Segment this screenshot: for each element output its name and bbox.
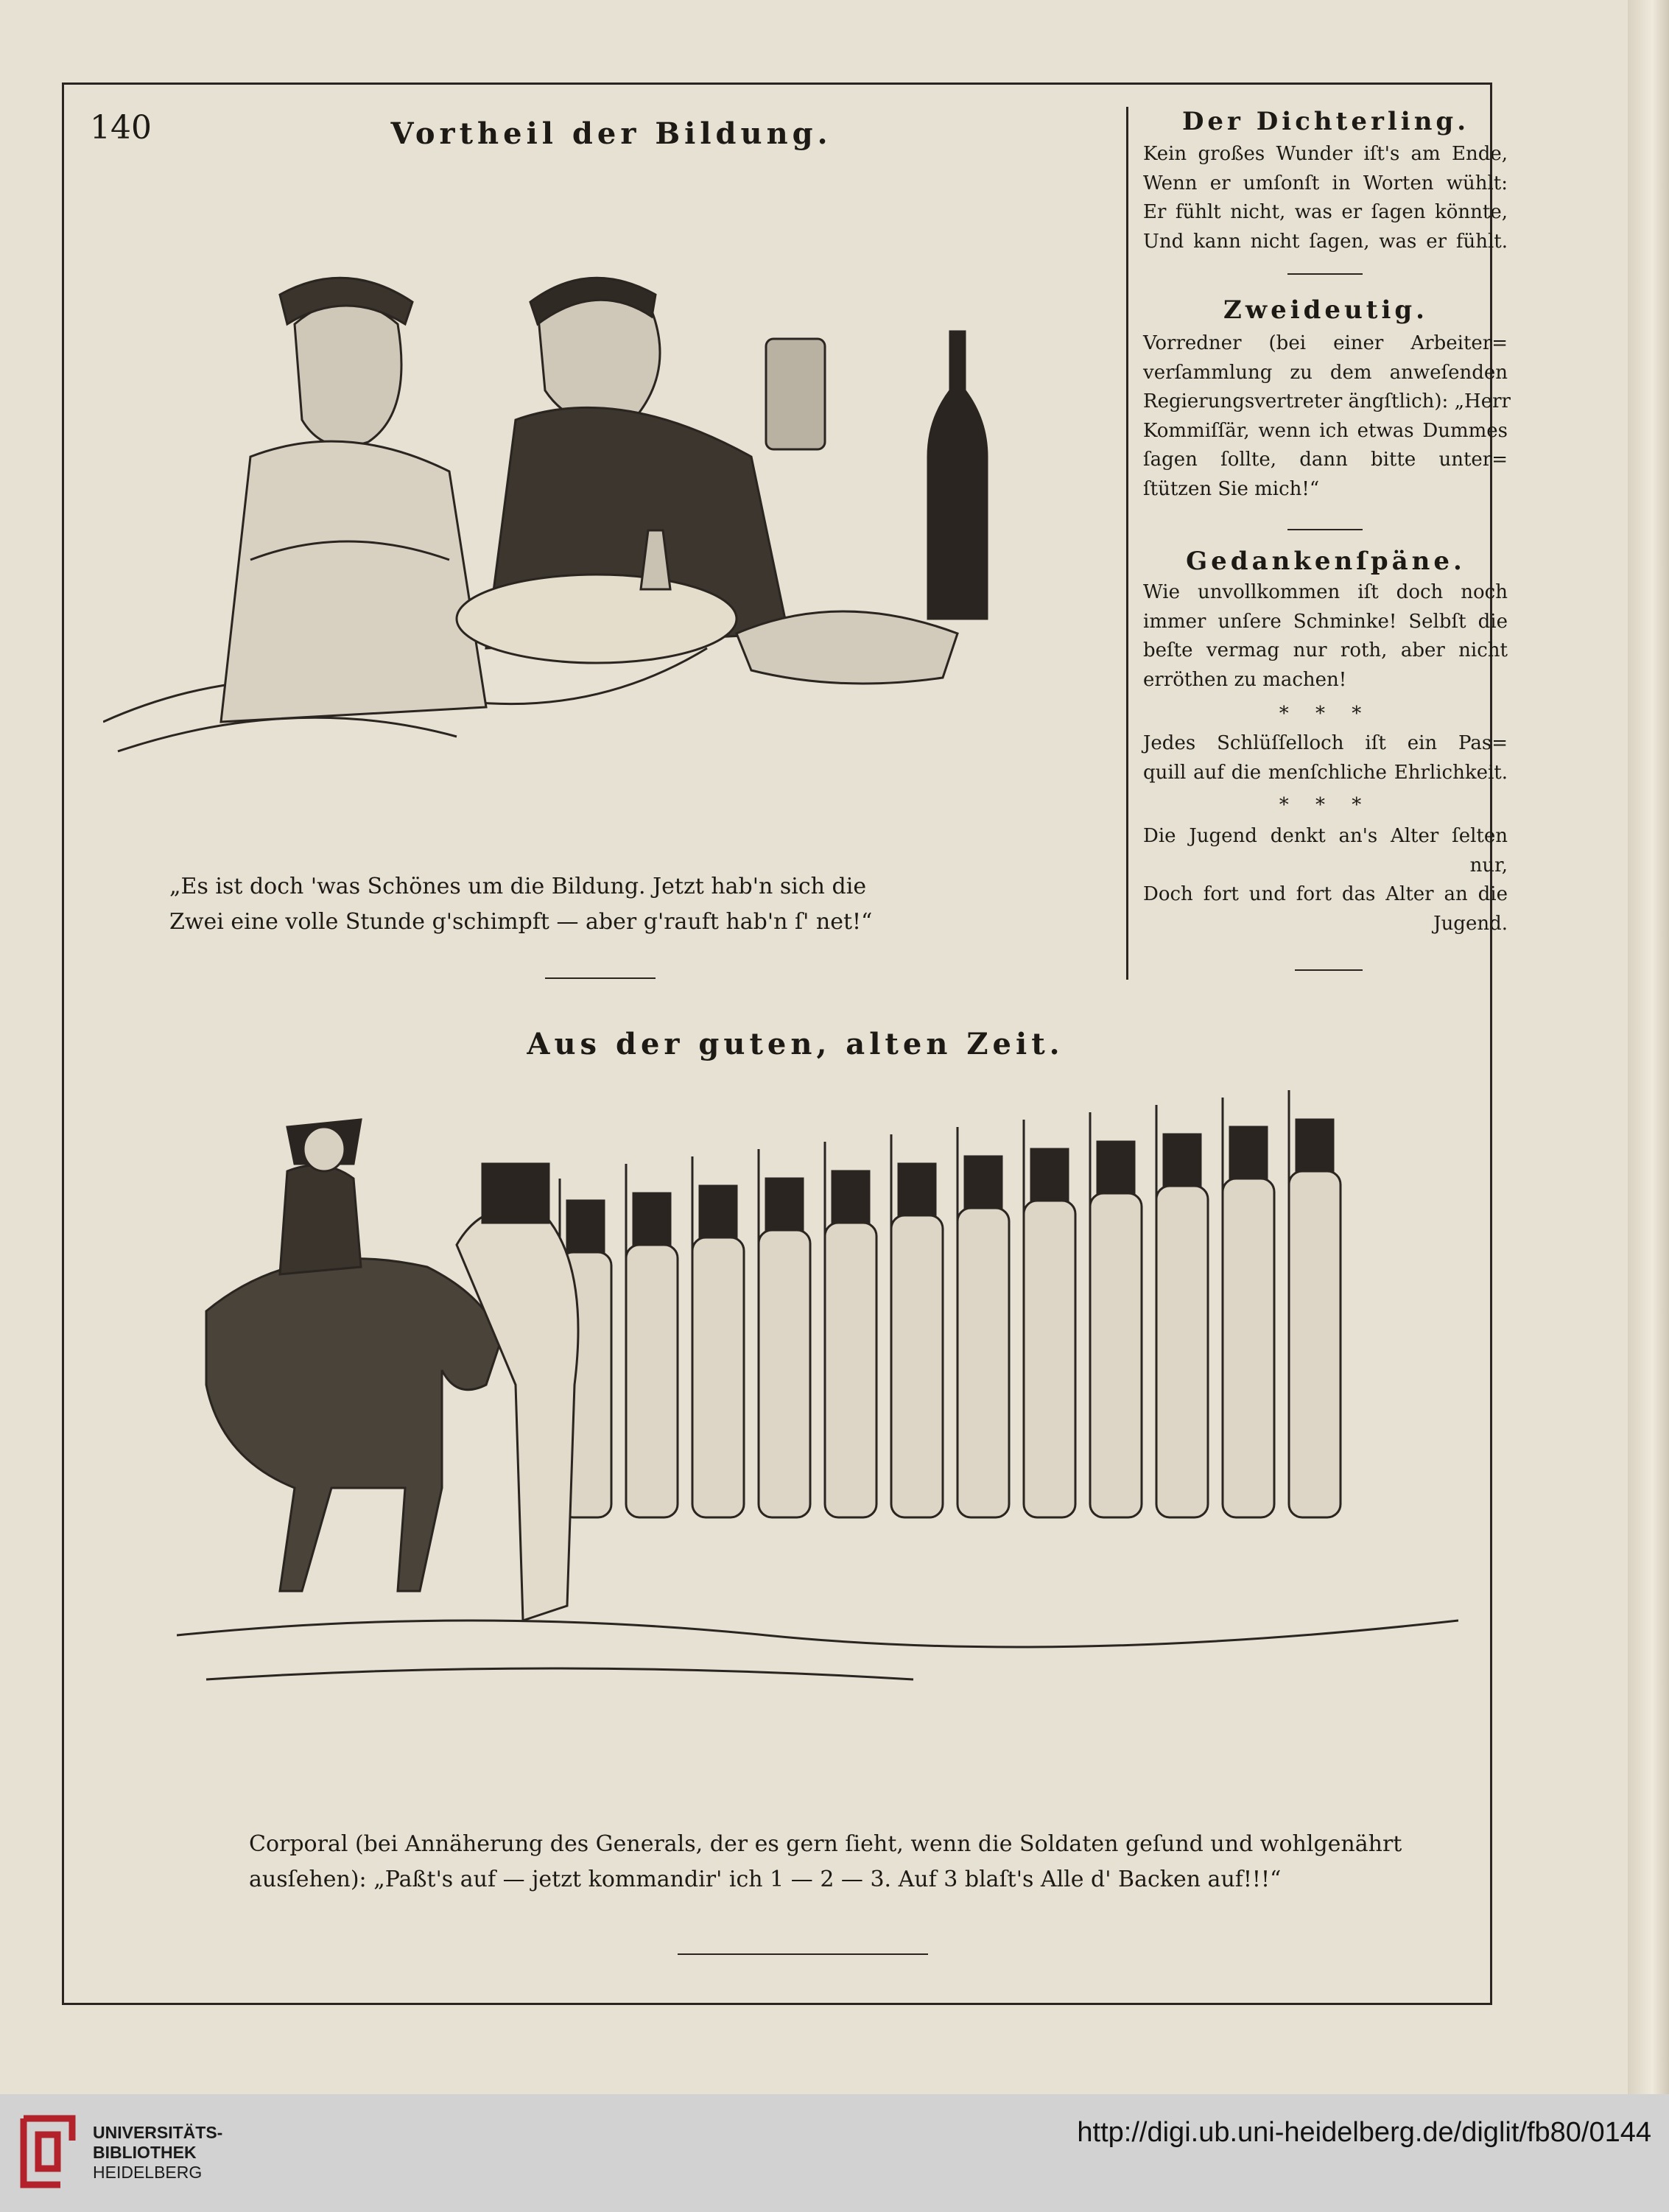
divider-rule	[678, 1953, 928, 1955]
text-line: Wie unvollkommen iſt doch noch	[1143, 581, 1508, 603]
text-line: quill auf die menſchliche Ehrlichkeit.	[1143, 761, 1508, 784]
aphorism-2	[1143, 729, 1508, 787]
caption-bottom-line-2: ausſehen): „Paßt's auf — jetzt kommandir' ich 1 — 2 — 3. Auf 3 blaſt's Alle d' Backen auf!!!“	[249, 1867, 1282, 1892]
divider-rule	[545, 977, 656, 979]
text-line: Jedes Schlüſſelloch iſt ein Pas=	[1143, 732, 1508, 754]
text-line: Jugend.	[1433, 912, 1508, 935]
text-line: Regierungsvertreter ängſtlich): „Herr	[1143, 390, 1511, 412]
text-line: Doch fort und fort das Alter an die	[1143, 883, 1508, 905]
caption-bottom	[249, 1827, 1402, 1897]
institution-line-2: BIBLIOTHEK	[93, 2143, 197, 2162]
caption-top-line-1: „Es ist doch 'was Schönes um die Bildung. Jetzt hab'n sich die	[169, 874, 867, 899]
institution-line-3: HEIDELBERG	[93, 2163, 203, 2182]
illustration-general-inspecting-soldiers	[177, 1075, 1458, 1724]
asterisk-separator: * * *	[1279, 794, 1372, 816]
text-line: Vorredner (bei einer Arbeiter=	[1143, 332, 1508, 354]
article-title-bildung: Vortheil der Bildung.	[390, 116, 832, 151]
university-library-logo-icon[interactable]	[16, 2111, 80, 2194]
divider-rule	[1287, 273, 1363, 275]
aphorism-1	[1143, 578, 1508, 695]
poem-line: Wenn er umſonſt in Worten wühlt:	[1143, 172, 1508, 194]
footer-bar	[0, 2094, 1669, 2212]
column-divider	[1126, 107, 1128, 980]
divider-rule	[1295, 969, 1363, 971]
poem-title-dichterling: Der Dichterling.	[1181, 107, 1470, 136]
section-title-gedankenspaene: Gedankenſpäne.	[1186, 547, 1466, 576]
text-line: Kommiſſär, wenn ich etwas Dummes	[1143, 419, 1508, 442]
page-edge	[1628, 0, 1669, 2094]
text-line: beſte vermag nur roth, aber nicht	[1143, 639, 1508, 661]
caption-top-line-2: Zwei eine volle Stunde g'schimpft — aber g'rauft hab'n ſ' net!“	[169, 909, 873, 935]
poem-line: Er fühlt nicht, was er ſagen könnte,	[1143, 201, 1508, 223]
illustration-two-men-at-table	[103, 177, 1105, 825]
text-line: ſagen ſollte, dann bitte unter=	[1143, 449, 1508, 471]
institution-line-1: UNIVERSITÄTS-	[93, 2123, 223, 2142]
asterisk-separator: * * *	[1279, 703, 1372, 725]
text-line: erröthen zu machen!	[1143, 668, 1347, 691]
aphorism-3	[1143, 822, 1508, 938]
text-line: ſtützen Sie mich!“	[1143, 477, 1320, 500]
text-line: Die Jugend denkt an's Alter ſelten	[1143, 825, 1508, 847]
poem-dichterling	[1143, 140, 1508, 256]
article-title-alte-zeit: Aus der guten, alten Zeit.	[527, 1027, 1064, 1061]
text-line: nur,	[1469, 854, 1508, 877]
poem-line: Und kann nicht ſagen, was er fühlt.	[1143, 230, 1508, 253]
text-line: verſammlung zu dem anweſenden	[1143, 361, 1508, 384]
section-zweideutig	[1143, 329, 1511, 504]
divider-rule	[1287, 529, 1363, 530]
poem-line: Kein großes Wunder iſt's am Ende,	[1143, 143, 1508, 165]
page-number: 140	[90, 109, 152, 147]
institution-name	[93, 2123, 222, 2183]
caption-bottom-line-1: Corporal (bei Annäherung des Generals, der es gern ſieht, wenn die Soldaten geſund und wohlgenährt	[249, 1831, 1402, 1857]
text-line: immer unſere Schminke! Selbſt die	[1143, 610, 1508, 633]
section-title-zweideutig: Zweideutig.	[1223, 295, 1428, 325]
caption-top	[169, 869, 872, 940]
permalink-url[interactable]: http://digi.ub.uni-heidelberg.de/diglit/fb80/0144	[1077, 2117, 1651, 2148]
